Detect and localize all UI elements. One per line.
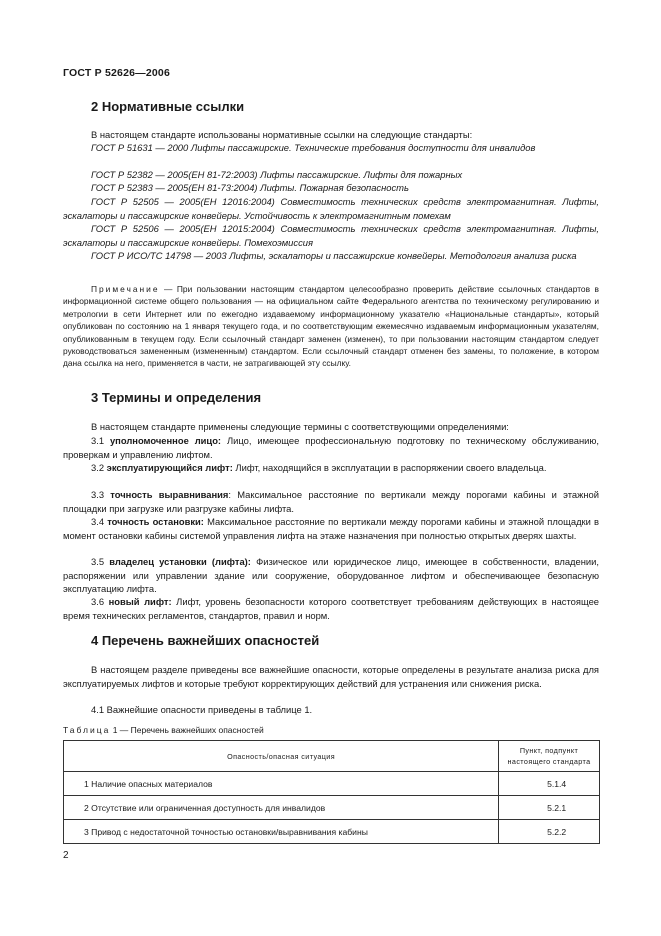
term-number: 3.5: [91, 556, 110, 567]
term-text: Лицо, имеющее профессиональную подготовку по техническому обслуживанию, проверкам и управлению лифтом.: [63, 435, 599, 460]
hazard-cell: 1 Наличие опасных материалов: [64, 772, 499, 796]
term-name: точность выравнивания: [110, 489, 229, 500]
reference-item: ГОСТ Р 52382 — 2005(ЕН 81-72:2003) Лифты пассажирские. Лифты для пожарных: [91, 169, 463, 180]
note-label: Примечание: [91, 284, 160, 294]
section-3-intro: В настоящем стандарте применены следующие термины с соответствующими определениями:: [91, 421, 509, 432]
section-4-paragraph: В настоящем разделе приведены все важнейшие опасности, которые определены в результате анализа риска для эксплуатируемых лифтов и которые требуют корректирующих действий для устранения или снижения риска.: [63, 664, 599, 689]
reference-item: ГОСТ Р 52505 — 2005(ЕН 12016:2004) Совместимость технических средств электромагнитная. Лифты, эскалаторы и пассажирские конвейеры. Устойчивость к электромагнитным помехам: [63, 196, 599, 221]
clause-cell: 5.1.4: [499, 772, 600, 796]
table-caption-label: Таблица: [63, 725, 111, 735]
term-definition: [63, 555, 599, 596]
hazard-cell: 3 Привод с недостаточной точностью остановки/выравнивания кабины: [64, 820, 499, 844]
clause-cell: 5.2.2: [499, 820, 600, 844]
reference-item: ГОСТ Р 52383 — 2005(ЕН 81-73:2004) Лифты. Пожарная безопасность: [91, 182, 409, 193]
term-name: владелец установки (лифта):: [109, 556, 251, 567]
note-text: — При пользовании настоящим стандартом целесообразно проверить действие ссылочных стандартов в информационной системе общего пользования — на официальном сайте Федерального агентства по техническому регулированию и метрологии в сети Интернет или по ежегодно издаваемому информационному указателю «Национальные стандарты», который опубликован по состоянию на 1 января текущего года, и по соответствующим ежемесячно издаваемым информационным указателям, опубликованным в текущем году. Если ссылочный стандарт заменен (изменен), то при пользовании настоящим стандартом следует руководствоваться замененным (измененным) стандартом. Если ссылочный стандарт отменен без замены, то положение, в котором дана ссылка на него, применяется в части, не затрагивающей эту ссылку.: [63, 284, 599, 369]
term-definition: [63, 434, 599, 461]
reference-item: ГОСТ Р 51631 — 2000 Лифты пассажирские. Технические требования доступности для инвалидов: [91, 142, 536, 153]
term-name: уполномоченное лицо:: [109, 435, 222, 446]
page-number: 2: [63, 850, 69, 861]
term-name: точность остановки:: [107, 516, 204, 527]
clause-header-line: Пункт, подпункт: [519, 746, 579, 755]
section-4-paragraph: 4.1 Важнейшие опасности приведены в таблице 1.: [91, 704, 313, 715]
term-number: 3.3: [91, 489, 111, 500]
reference-item: ГОСТ Р ИСО/ТС 14798 — 2003 Лифты, эскалаторы и пассажирские конвейеры. Методология анализа риска: [91, 250, 577, 261]
term-number: 3.4: [91, 516, 108, 527]
clause-cell: 5.2.1: [499, 796, 600, 820]
table-header-row: [64, 741, 600, 772]
term-name: эксплуатирующийся лифт:: [106, 462, 233, 473]
term-text: Физическое или юридическое лицо, имеющее в собственности, владении, распоряжении или управлении здание или сооружение, оборудованное лифтом и обеспечивающее безопасную эксплуатацию лифта.: [63, 556, 599, 595]
column-header-hazard: Опасность/опасная ситуация: [64, 741, 499, 772]
table-row: [64, 820, 600, 844]
term-text: Лифт, находящийся в эксплуатации в распоряжении своего владельца.: [232, 462, 547, 473]
clause-header-line: настоящего стандарта: [507, 757, 591, 766]
term-definition: [63, 461, 599, 475]
hazards-table: [63, 740, 600, 844]
section-2-note: [63, 283, 599, 370]
hazard-cell: 2 Отсутствие или ограниченная доступность для инвалидов: [64, 796, 499, 820]
term-text: : Максимальное расстояние по вертикали между порогами кабины и этажной площадки при загрузке или разгрузке кабины лифта.: [63, 489, 599, 514]
section-2-intro: В настоящем стандарте использованы нормативные ссылки на следующие стандарты:: [91, 129, 473, 140]
term-number: 3.1: [91, 435, 110, 446]
term-definition: [63, 595, 599, 622]
term-number: 3.6: [91, 596, 109, 607]
term-text: Максимальное расстояние по вертикали между порогами кабины и этажной площадки в момент остановки кабины системой управления лифта на этаже назначения при полностью открытых дверях шахты.: [63, 516, 599, 541]
section-2-heading: 2 Нормативные ссылки: [91, 99, 245, 114]
term-name: новый лифт:: [108, 596, 172, 607]
standard-code-header: ГОСТ Р 52626—2006: [63, 67, 171, 79]
column-header-clause: [499, 741, 600, 772]
term-text: Лифт, уровень безопасности которого соответствует требованиям действующих в настоящее время технических регламентов, стандартов, правил и норм.: [63, 596, 599, 621]
table-row: [64, 796, 600, 820]
reference-item: ГОСТ Р 52506 — 2005(ЕН 12015:2004) Совместимость технических средств электромагнитная. Лифты, эскалаторы и пассажирские конвейеры. Помехоэмиссия: [63, 223, 599, 248]
table-caption: [63, 725, 264, 735]
term-definition: [63, 515, 599, 542]
term-number: 3.2: [91, 462, 107, 473]
section-3-heading: 3 Термины и определения: [91, 390, 262, 405]
term-definition: [63, 488, 599, 515]
section-4-heading: 4 Перечень важнейших опасностей: [91, 633, 320, 648]
table-row: [64, 772, 600, 796]
table-caption-text: 1 — Перечень важнейших опасностей: [110, 725, 264, 735]
